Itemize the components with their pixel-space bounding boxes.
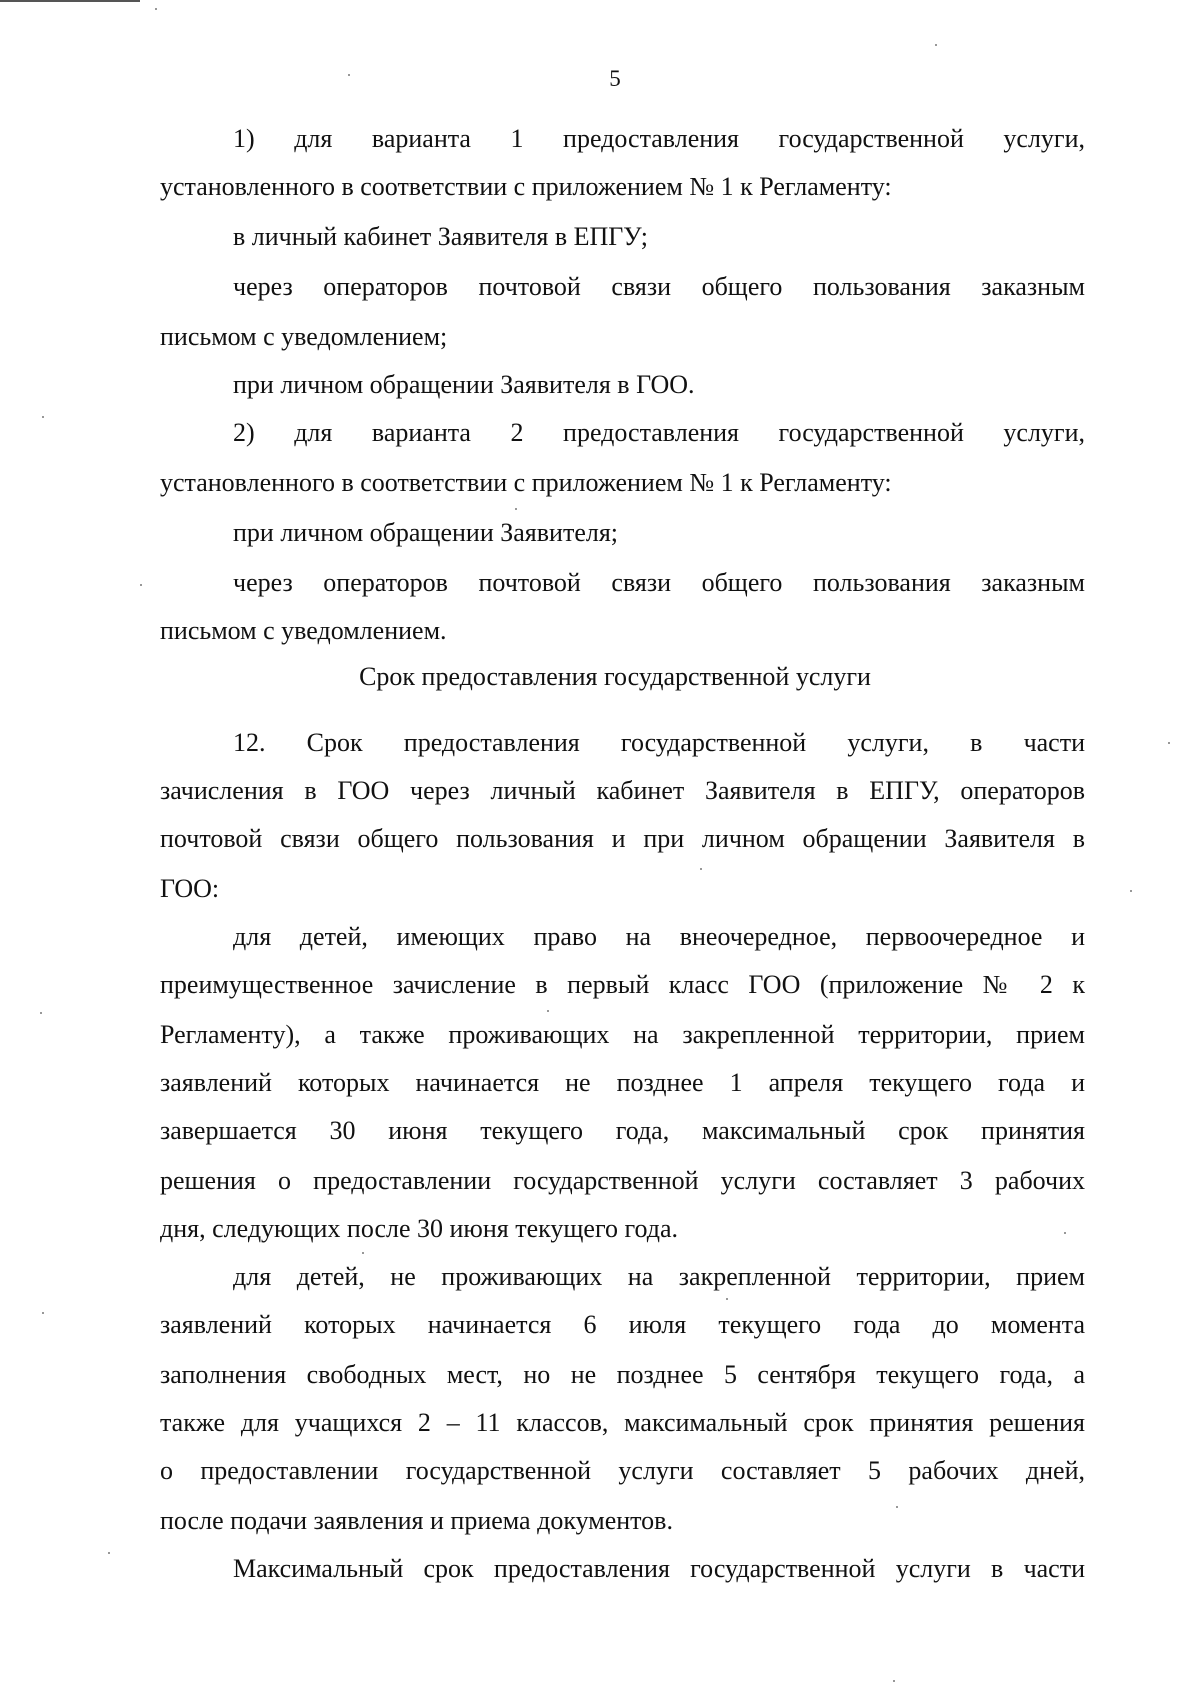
scan-speck [935,44,937,46]
text-line: при личном обращении Заявителя в ГОО. [233,370,695,399]
text-line: заполнения свободных мест, но не позднее 5 сентября текущего года, а [160,1360,1085,1389]
scan-edge-line [0,0,140,2]
text-line: почтовой связи общего пользования и при личном обращении Заявителя в [160,824,1085,853]
scan-speck [1064,1232,1066,1234]
text-line: завершается 30 июня текущего года, максимальный срок принятия [160,1116,1085,1145]
scan-speck [42,416,44,418]
text-line: зачисления в ГОО через личный кабинет Заявителя в ЕПГУ, операторов [160,776,1085,805]
text-line: после подачи заявления и приема документов. [160,1506,673,1535]
scan-speck [896,1506,898,1508]
text-line: письмом с уведомлением; [160,322,448,351]
scan-speck [140,584,142,586]
scan-speck [40,1012,42,1014]
text-line: через операторов почтовой связи общего пользования заказным [233,272,1085,301]
text-line: через операторов почтовой связи общего пользования заказным [233,568,1085,597]
text-line: заявлений которых начинается 6 июля текущего года до момента [160,1310,1085,1339]
text-line: для детей, имеющих право на внеочередное, первоочередное и [233,922,1085,951]
text-line: решения о предоставлении государственной услуги составляет 3 рабочих [160,1166,1085,1195]
text-line: преимущественное зачисление в первый класс ГОО (приложение № 2 к [160,970,1085,999]
text-line: при личном обращении Заявителя; [233,518,619,547]
text-line: 1) для варианта 1 предоставления государственной услуги, [233,124,1085,153]
scan-speck [893,1680,895,1682]
text-line: о предоставлении государственной услуги составляет 5 рабочих дней, [160,1456,1085,1485]
text-line: заявлений которых начинается не позднее 1 апреля текущего года и [160,1068,1085,1097]
section-heading: Срок предоставления государственной услуги [359,662,871,691]
text-line: Максимальный срок предоставления государственной услуги в части [233,1554,1085,1583]
scan-speck [1130,890,1132,892]
text-line: установленного в соответствии с приложением № 1 к Регламенту: [160,172,892,201]
scan-speck [1168,742,1170,744]
text-line: ГОО: [160,874,220,903]
text-line: для детей, не проживающих на закрепленной территории, прием [233,1262,1085,1291]
text-line: в личный кабинет Заявителя в ЕПГУ; [233,222,648,251]
scan-speck [700,868,702,870]
text-line: письмом с уведомлением. [160,616,447,645]
scan-speck [515,508,517,510]
scan-speck [155,8,157,10]
scan-speck [108,1552,110,1554]
scan-speck [726,1298,728,1300]
page-number: 5 [609,66,621,91]
text-line: установленного в соответствии с приложением № 1 к Регламенту: [160,468,892,497]
text-line: Регламенту), а также проживающих на закрепленной территории, прием [160,1020,1085,1049]
text-line: дня, следующих после 30 июня текущего года. [160,1214,679,1243]
text-line: также для учащихся 2 – 11 классов, максимальный срок принятия решения [160,1408,1085,1437]
text-line: 12. Срок предоставления государственной услуги, в части [233,728,1085,757]
scan-speck [42,1312,44,1314]
text-line: 2) для варианта 2 предоставления государственной услуги, [233,418,1085,447]
scan-speck [547,1010,549,1012]
scan-speck [362,1252,364,1254]
